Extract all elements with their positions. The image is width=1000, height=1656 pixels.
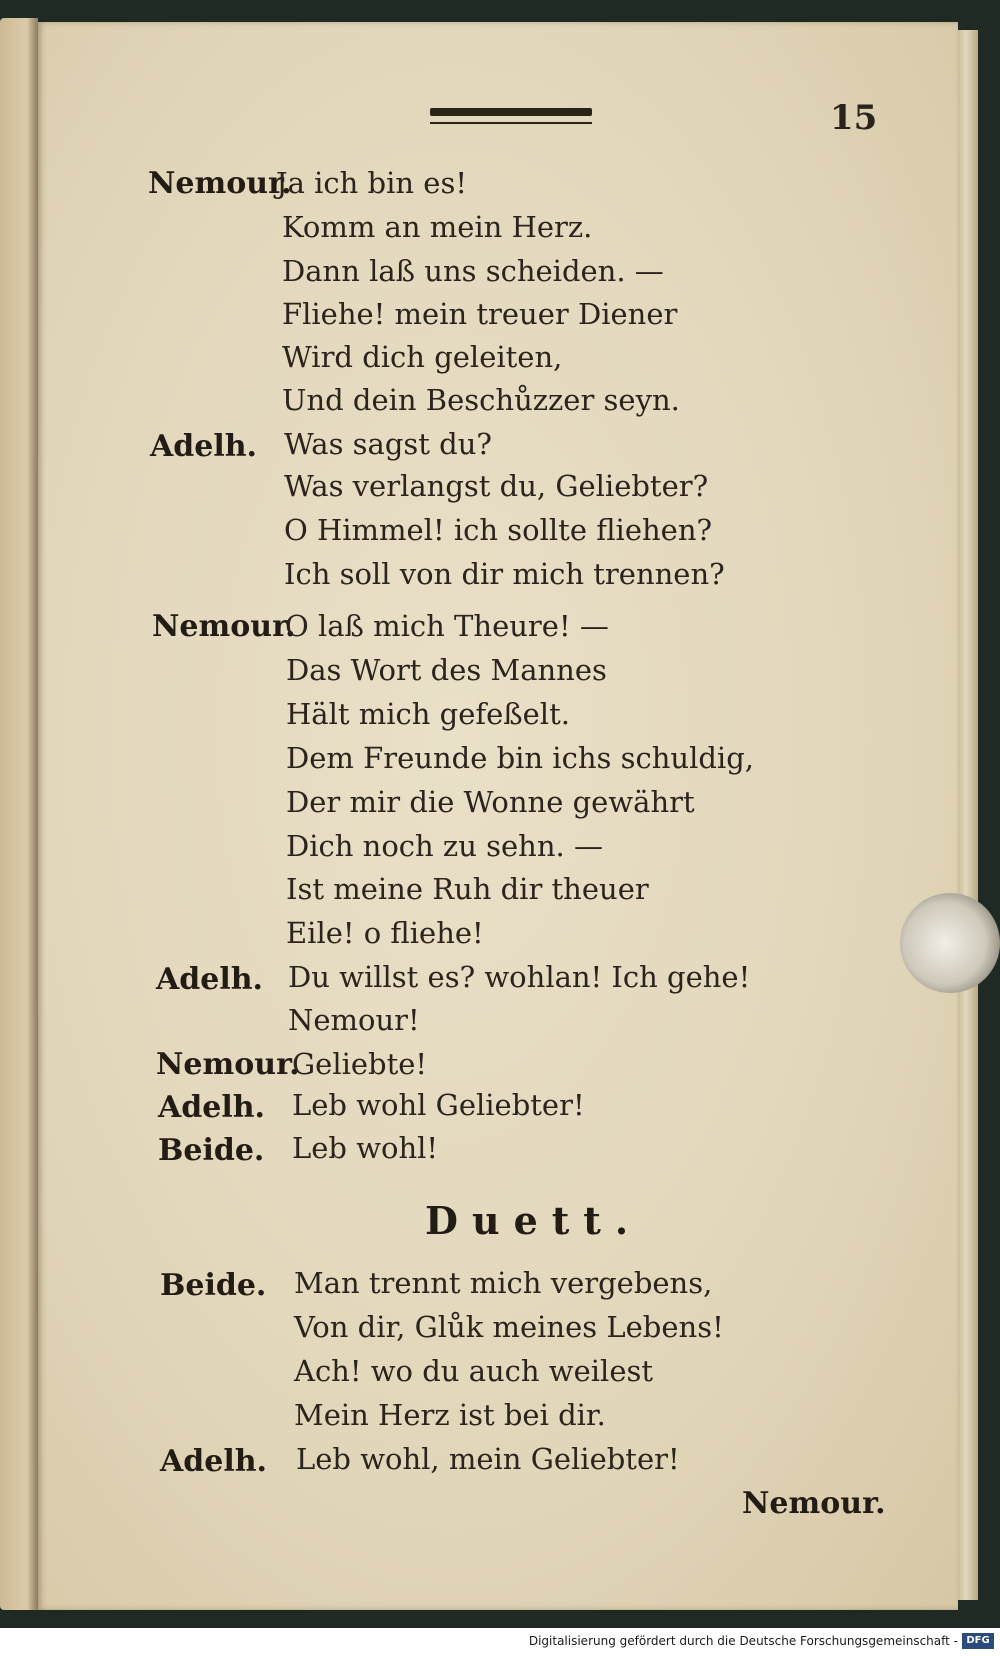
header-rule <box>430 108 592 116</box>
verse-line: Dich noch zu sehn. — <box>286 829 603 863</box>
verse-line: Leb wohl, mein Geliebter! <box>296 1442 680 1476</box>
facing-page-edge <box>0 18 38 1610</box>
verse-line: Nemour! <box>288 1003 420 1037</box>
speaker-label: Nemour. <box>156 1047 300 1082</box>
verse-line: Von dir, Glůk meines Lebens! <box>294 1310 724 1344</box>
verse-line: Leb wohl Geliebter! <box>292 1088 585 1122</box>
verse-line: Dem Freunde bin ichs schuldig, <box>286 741 754 775</box>
speaker-label: Beide. <box>158 1133 265 1168</box>
verse-line: Ach! wo du auch weilest <box>294 1354 654 1388</box>
catchword: Nemour. <box>742 1486 886 1521</box>
verse-line: Ja ich bin es! <box>276 166 467 200</box>
speaker-label: Adelh. <box>158 1090 265 1125</box>
verse-line: O Himmel! ich sollte fliehen? <box>284 513 713 547</box>
speaker-label: Beide. <box>160 1268 267 1303</box>
page-stack-edge <box>958 30 978 1600</box>
verse-line: Das Wort des Mannes <box>286 653 607 687</box>
verse-line: Dann laß uns scheiden. — <box>282 254 664 288</box>
footer-bar <box>0 1628 1000 1656</box>
verse-line: Ich soll von dir mich trennen? <box>284 557 725 591</box>
speaker-label: Nemour. <box>152 609 296 644</box>
verse-line: Was sagst du? <box>284 427 492 461</box>
verse-line: Mein Herz ist bei dir. <box>294 1398 606 1432</box>
verse-line: Geliebte! <box>292 1047 428 1081</box>
glass-page-clip <box>900 893 1000 993</box>
verse-line: Leb wohl! <box>292 1131 439 1165</box>
verse-line: O laß mich Theure! — <box>285 609 609 643</box>
verse-line: Eile! o fliehe! <box>286 916 484 950</box>
verse-line: Hält mich gefeßelt. <box>286 697 570 731</box>
header-rule-thin <box>430 122 592 124</box>
page-number: 15 <box>830 98 878 138</box>
verse-line: Ist meine Ruh dir theuer <box>286 872 649 906</box>
verse-line: Und dein Beschůzzer seyn. <box>282 383 680 417</box>
speaker-label: Adelh. <box>150 429 257 464</box>
verse-line: Wird dich geleiten, <box>282 340 563 374</box>
footer-credit: Digitalisierung gefördert durch die Deutsche Forschungsgemeinschaft - <box>528 1634 958 1648</box>
verse-line: Fliehe! mein treuer Diener <box>282 297 678 331</box>
speaker-label: Nemour. <box>148 166 292 201</box>
verse-line: Man trennt mich vergebens, <box>294 1266 713 1300</box>
speaker-label: Adelh. <box>160 1444 267 1479</box>
verse-line: Komm an mein Herz. <box>282 210 593 244</box>
dfg-logo: DFG <box>962 1633 994 1649</box>
speaker-label: Adelh. <box>156 962 263 997</box>
section-heading: Duett. <box>425 1198 643 1243</box>
verse-line: Der mir die Wonne gewährt <box>286 785 695 819</box>
verse-line: Was verlangst du, Geliebter? <box>284 469 709 503</box>
verse-line: Du willst es? wohlan! Ich gehe! <box>288 960 751 994</box>
